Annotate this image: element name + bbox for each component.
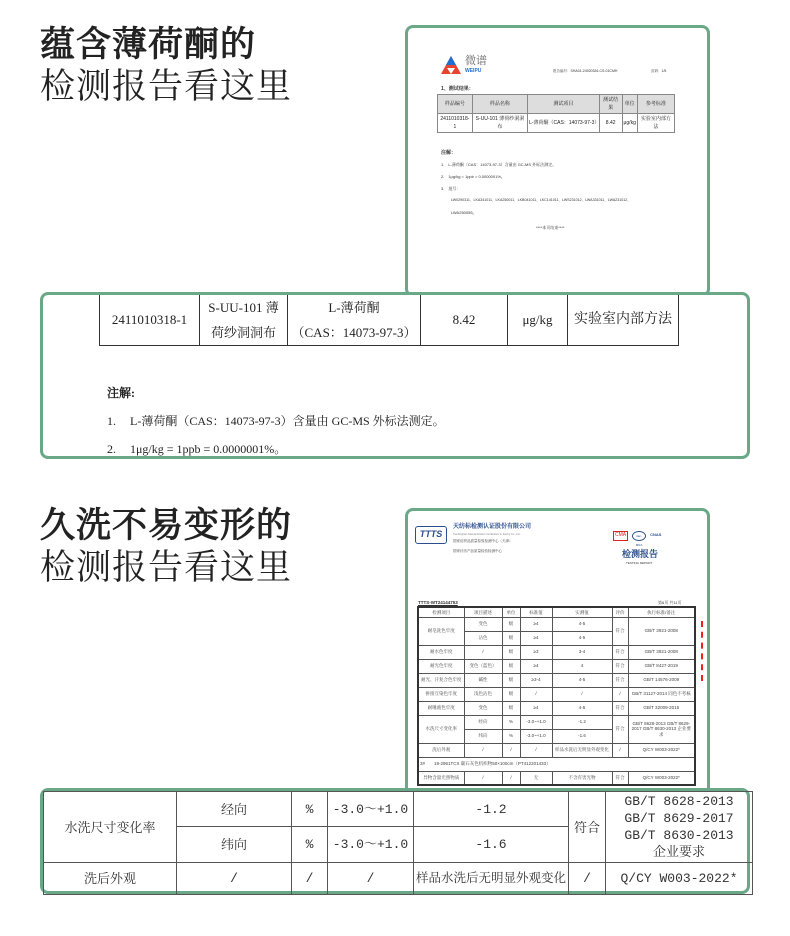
table-cell: / xyxy=(502,743,520,757)
table-row xyxy=(418,771,695,785)
report-number: TTTS-WT24144753 xyxy=(418,600,458,605)
table-cell: 符合 xyxy=(612,617,628,645)
table-cell: GB/T 31127-2014 同色不考核 xyxy=(628,687,695,701)
report-number: 报告编号：SHA01-24920326-CS-01CMH xyxy=(553,69,618,73)
table-cell: 异物含量光照物质 xyxy=(418,771,464,785)
test-result: 8.42 xyxy=(421,295,508,346)
table-cell: 耐水色牢度 xyxy=(418,645,464,659)
td: 2411010318-1 xyxy=(438,114,473,133)
table-cell: 耐皂洗色牢度 xyxy=(418,617,464,645)
table-cell: 变色 xyxy=(464,701,502,715)
table-cell: ≥3 xyxy=(520,645,552,659)
table-cell: ≥4 xyxy=(520,659,552,673)
reference-standard: 实验室内部方法 xyxy=(568,295,679,346)
table-cell: 符合 xyxy=(612,715,628,743)
org-en: Tianfangbiao Standardization Certification & Testing Co., Ltd. xyxy=(453,533,521,536)
logo-text: 微谱 xyxy=(465,55,487,67)
table-cell: GB/T 8628-2013 GB/T 8629-2017 GB/T 8630-2013 企业要求 xyxy=(628,715,695,743)
org-line: 国家针纺产品质量检验检测中心 xyxy=(453,549,502,553)
table-row xyxy=(418,607,695,617)
table-cell: 级 xyxy=(502,631,520,645)
table-cell: 4-5 xyxy=(552,631,612,645)
cell: / xyxy=(569,863,606,895)
unit: μg/kg xyxy=(508,295,568,346)
table-cell: 不含有害光物 xyxy=(552,771,612,785)
testing-table xyxy=(417,606,696,786)
zoom-shrink-table xyxy=(43,791,753,895)
standard: GB/T 8630-2013 xyxy=(624,828,734,843)
table-cell: -3.0~+1.0 xyxy=(520,715,552,729)
table-row xyxy=(418,743,695,757)
th: 测试结果 xyxy=(599,95,622,114)
logo-en: WEIPU xyxy=(465,68,482,74)
table-cell: 级 xyxy=(502,673,520,687)
table-row xyxy=(418,757,695,771)
table-row xyxy=(418,673,695,687)
notes-title: 注解: xyxy=(107,386,135,400)
table-cell: 4 xyxy=(552,659,612,673)
table-cell: 水洗尺寸变化率 xyxy=(418,715,464,743)
th: 单位 xyxy=(622,95,637,114)
heading-sub: 检测报告看这里 xyxy=(40,67,293,106)
note-text: 1μg/kg = 1ppb = 0.0000001%。 xyxy=(130,442,287,456)
weft-direction: 纬向 xyxy=(177,827,292,863)
table-cell: 样品水洗后无明显外观变化 xyxy=(552,743,612,757)
table-cell: % xyxy=(502,729,520,743)
table-cell: 执行标准/备注 xyxy=(628,607,695,617)
table-cell: ≥4 xyxy=(520,617,552,631)
table-cell: / xyxy=(520,743,552,757)
cell: / xyxy=(177,863,292,895)
table-cell: 变色 xyxy=(464,617,502,631)
table-cell: 符合 xyxy=(612,673,628,687)
table-row xyxy=(418,687,695,701)
table-cell: 标准值 xyxy=(520,607,552,617)
table-cell: 符合 xyxy=(612,701,628,715)
table-cell: 变色（蓝色） xyxy=(464,659,502,673)
note-number: 2. xyxy=(107,442,116,456)
table-cell: 沾色 xyxy=(464,631,502,645)
table-cell: 实测值 xyxy=(552,607,612,617)
cnas-mark-icon: CNAS xyxy=(650,532,662,537)
notes-title: 注解： xyxy=(441,150,457,156)
appearance-result: 样品水洗后无明显外观变化 xyxy=(414,863,569,895)
table-cell: 3# 19-2961TCX 碳石灰色机织物50×100cm（PT412201433） xyxy=(418,757,695,771)
cell: / xyxy=(292,863,328,895)
shrink-label: 水洗尺寸变化率 xyxy=(44,792,177,863)
table-cell: 耐光、汗复合色牢度 xyxy=(418,673,464,687)
measured-value: -1.2 xyxy=(414,792,569,827)
result-table xyxy=(437,94,675,133)
th: 样品编号 xyxy=(438,95,473,114)
table-cell: 单位 xyxy=(502,607,520,617)
table-cell: 碱性 xyxy=(464,673,502,687)
weipu-report-thumbnail xyxy=(405,25,710,297)
table-cell: 符合 xyxy=(612,771,628,785)
report-title-en: TESTING REPORT xyxy=(626,561,653,565)
table-cell: ≥4 xyxy=(520,701,552,715)
heading-bold: 蕴含薄荷酮的 xyxy=(40,25,257,64)
verdict: 符合 xyxy=(569,792,606,863)
table-cell: GB/T 3921-2008 xyxy=(628,645,695,659)
red-stamp xyxy=(701,621,705,681)
table-cell: 4-5 xyxy=(552,673,612,687)
test-item: L-薄荷酮 xyxy=(328,300,380,315)
weipu-zoom-card xyxy=(40,292,750,459)
table-cell: % xyxy=(502,715,520,729)
table-cell: / xyxy=(520,687,552,701)
table-cell: / xyxy=(464,771,502,785)
note: LW0290311、LKA341011、LKA250011、LKB041011、LKC141011、LWS231012、LWA331011、LWA231012、 xyxy=(451,198,631,202)
table-cell: 级 xyxy=(502,687,520,701)
sample-id: 2411010318-1 xyxy=(100,295,200,346)
table-cell: GB/T 3921-2008 xyxy=(628,617,695,645)
table-cell: GB/T 14576-2009 xyxy=(628,673,695,687)
ttts-zoom-card xyxy=(40,788,750,894)
standard: 企业要求 xyxy=(652,845,705,860)
unit: % xyxy=(292,792,328,827)
table-cell: / xyxy=(552,687,612,701)
table-cell: -1.6 xyxy=(552,729,612,743)
page-number: 页码：1/5 xyxy=(651,69,667,73)
table-cell: / xyxy=(612,743,628,757)
appearance-standard: Q/CY W003-2022* xyxy=(606,863,753,895)
th: 样品名称 xyxy=(472,95,527,114)
note-text: L-薄荷酮（CAS：14073-97-3）含量由 GC-MS 外标法测定。 xyxy=(130,414,445,428)
table-cell: 3-4 xyxy=(552,645,612,659)
standard-value: -3.0～+1.0 xyxy=(328,792,414,827)
table-row xyxy=(418,659,695,673)
note: 1. L-薄荷酮（CAS：14073-97-3）含量由 GC-MS 外标法测定。 xyxy=(441,162,557,167)
table-cell: / xyxy=(464,645,502,659)
ttts-logo-icon xyxy=(415,526,447,544)
table-cell: 级 xyxy=(502,645,520,659)
td: μg/kg xyxy=(622,114,637,133)
table-cell: / xyxy=(612,687,628,701)
table-cell: 评价 xyxy=(612,607,628,617)
unit: % xyxy=(292,827,328,863)
note: 2. 1μg/kg = 1ppb = 0.0000001%。 xyxy=(441,174,505,179)
td: S-UU-101 薄荷纱洞洞布 xyxy=(472,114,527,133)
section2-heading xyxy=(40,505,292,589)
warp-direction: 经向 xyxy=(177,792,292,827)
zoom-result-table xyxy=(99,295,679,346)
table-cell: 洗后外观 xyxy=(418,743,464,757)
note: 3. 批号： xyxy=(441,186,461,191)
table-cell: 浅色沾色 xyxy=(464,687,502,701)
table-cell: 4-5 xyxy=(552,617,612,631)
heading-sub: 检测报告看这里 xyxy=(40,548,293,587)
table-row xyxy=(418,715,695,729)
standard-value: -3.0～+1.0 xyxy=(328,827,414,863)
table-row xyxy=(418,701,695,715)
table-cell: ≥3-4 xyxy=(520,673,552,687)
td: 实验室内部方法 xyxy=(637,114,674,133)
table-cell: 级 xyxy=(502,701,520,715)
standard: GB/T 8628-2013 xyxy=(624,794,734,809)
table-cell: 级 xyxy=(502,617,520,631)
table-cell: 符合 xyxy=(612,645,628,659)
table-row xyxy=(418,645,695,659)
heading-bold: 久洗不易变形的 xyxy=(40,506,293,545)
section1-heading xyxy=(40,24,292,108)
table-cell: 耐唾液色牢度 xyxy=(418,701,464,715)
sample-name: S-UU-101 薄 xyxy=(208,300,279,315)
page-number: 第6页 共11页 xyxy=(658,600,682,605)
table-cell: 拼接互染色牢度 xyxy=(418,687,464,701)
org-line: 国家纺织品质量检验检测中心（天津） xyxy=(453,539,513,543)
table-cell: GB/T 32009-2015 xyxy=(628,701,695,715)
logo-text: TTTS xyxy=(419,529,443,539)
table-cell: 检测项目 xyxy=(418,607,464,617)
table-cell: 无 xyxy=(520,771,552,785)
report-title: 检测报告 xyxy=(622,549,659,559)
org-name: 天纺标检测认证股份有限公司 xyxy=(453,524,532,530)
table-cell: GB/T 8427-2019 xyxy=(628,659,695,673)
table-cell: Q/CY W003-2022* xyxy=(628,771,695,785)
note-number: 1. xyxy=(107,414,116,428)
ilac-mark-icon: ilac-MRA xyxy=(632,531,646,541)
standard: GB/T 8629-2017 xyxy=(624,811,734,826)
sample-name: 荷纱洞洞布 xyxy=(210,325,276,340)
ttts-report-thumbnail xyxy=(405,508,710,798)
result-title: 1、测试结果： xyxy=(441,86,474,92)
table-cell: / xyxy=(502,771,520,785)
end-of-page: ****本页结束**** xyxy=(536,225,565,230)
table-cell: 4-5 xyxy=(552,701,612,715)
cma-mark-icon: CMA xyxy=(613,531,628,541)
table-cell: / xyxy=(464,743,502,757)
table-cell: 符合 xyxy=(612,659,628,673)
cell: / xyxy=(328,863,414,895)
table-cell: 项目描述 xyxy=(464,607,502,617)
table-cell: Q/CY W003-2022* xyxy=(628,743,695,757)
note: LWA250055。 xyxy=(451,210,477,215)
th: 参考标准 xyxy=(637,95,674,114)
weipu-logo-icon xyxy=(440,55,462,75)
table-row xyxy=(418,617,695,631)
td: L-薄荷酮（CAS：14073-97-3） xyxy=(528,114,600,133)
test-cas: （CAS：14073-97-3） xyxy=(291,325,417,340)
table-cell: 级 xyxy=(502,659,520,673)
table-cell: -3.0~+1.0 xyxy=(520,729,552,743)
table-cell: 耐光色牢度 xyxy=(418,659,464,673)
table-cell: 经向 xyxy=(464,715,502,729)
table-cell: -1.2 xyxy=(552,715,612,729)
th: 测试项目 xyxy=(528,95,600,114)
table-cell: ≥4 xyxy=(520,631,552,645)
td: 8.42 xyxy=(599,114,622,133)
table-cell: 纬向 xyxy=(464,729,502,743)
appearance-label: 洗后外观 xyxy=(44,863,177,895)
measured-value: -1.6 xyxy=(414,827,569,863)
